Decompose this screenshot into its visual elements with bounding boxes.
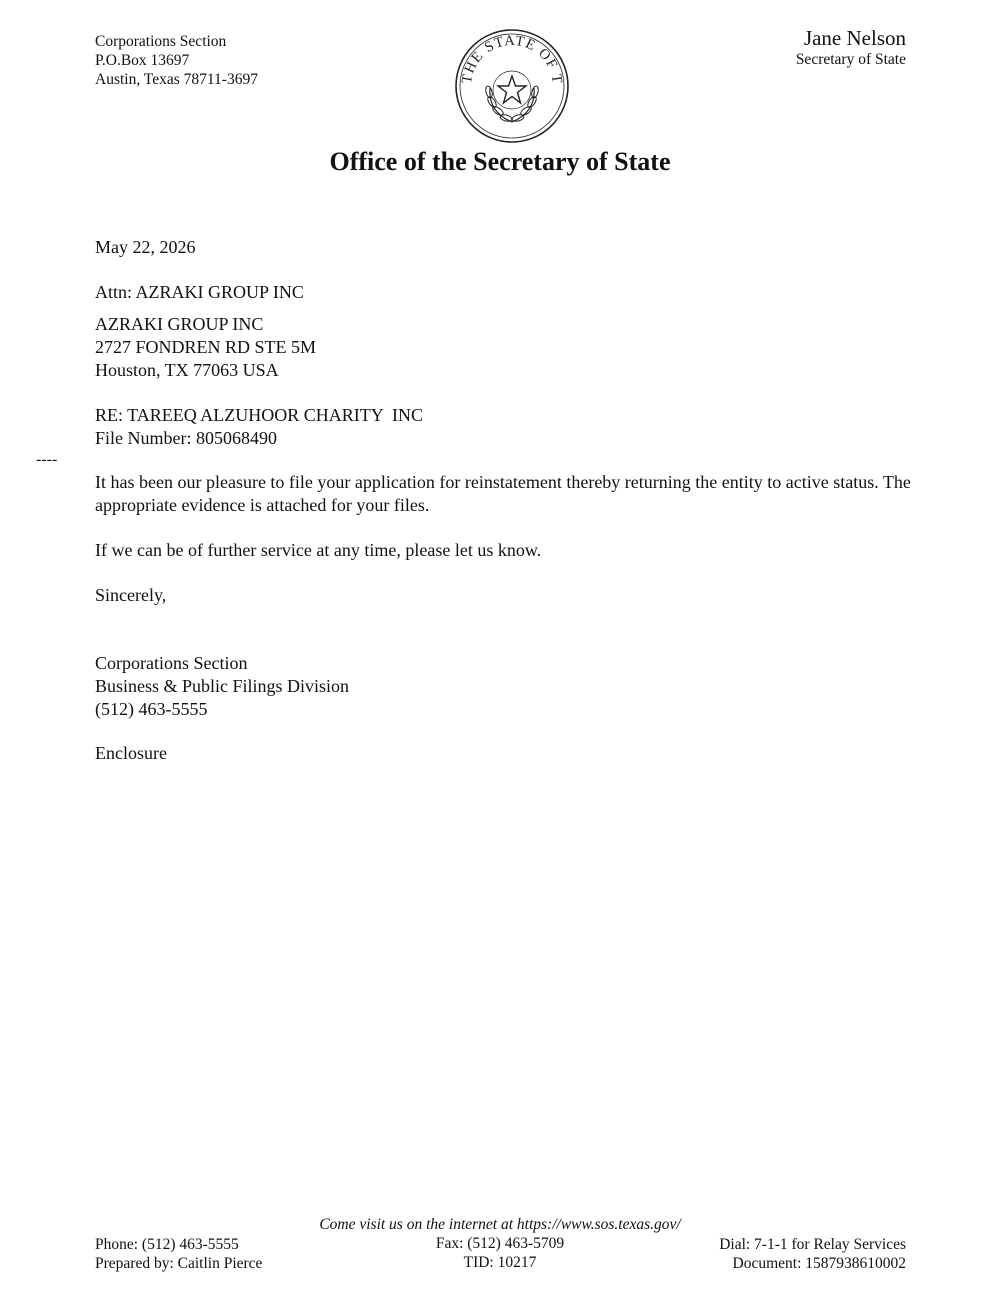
footer-fax: Fax: (512) 463-5709 <box>435 1235 565 1252</box>
signature-block <box>95 652 915 721</box>
header-city: Austin, Texas 78711-3697 <box>95 71 258 88</box>
signature-section: Corporations Section <box>95 653 248 673</box>
paragraph-2: If we can be of further service at any time, please let us know. <box>95 540 542 560</box>
letter-date: May 22, 2026 <box>95 237 196 257</box>
footer-left <box>95 1235 262 1273</box>
re-line: RE: TAREEQ ALZUHOOR CHARITY INC <box>95 405 424 425</box>
return-address <box>95 32 258 89</box>
header-po-box: P.O.Box 13697 <box>95 52 190 69</box>
official-name: Jane Nelson <box>803 26 906 50</box>
footer-relay: Dial: 7-1-1 for Relay Services <box>719 1236 906 1253</box>
margin-mark: ---- <box>36 451 58 468</box>
paragraph-1-text: It has been our pleasure to file your application for reinstatement thereby returning the entity to active status. The appropriate evidence is attached for your files. <box>95 472 911 515</box>
attn-line: Attn: AZRAKI GROUP INC <box>95 282 304 302</box>
footer-right <box>719 1235 906 1273</box>
footer-document: Document: 1587938610002 <box>732 1255 906 1272</box>
footer-prepared-by: Prepared by: Caitlin Pierce <box>95 1255 263 1272</box>
enclosure: Enclosure <box>95 743 167 763</box>
file-number: File Number: 805068490 <box>95 428 277 448</box>
office-title: Office of the Secretary of State <box>329 147 671 176</box>
reference-block <box>95 404 915 450</box>
texas-seal-icon <box>450 26 574 146</box>
header-section: Corporations Section <box>95 33 227 50</box>
official-block <box>796 26 906 70</box>
svg-text:THE STATE OF TEXAS: THE STATE OF T <box>458 32 566 86</box>
paragraph-1 <box>95 471 915 517</box>
footer-tid: TID: 10217 <box>463 1254 537 1271</box>
address-name: AZRAKI GROUP INC <box>95 314 264 334</box>
official-title: Secretary of State <box>795 51 906 68</box>
closing: Sincerely, <box>95 585 167 605</box>
address-street: 2727 FONDREN RD STE 5M <box>95 337 317 357</box>
address-city: Houston, TX 77063 USA <box>95 360 279 380</box>
footer-phone: Phone: (512) 463-5555 <box>95 1236 239 1253</box>
signature-division: Business & Public Filings Division <box>95 676 350 696</box>
footer-website: Come visit us on the internet at https://www.sos.texas.gov/ <box>319 1216 681 1233</box>
recipient-address <box>95 313 915 382</box>
signature-phone: (512) 463-5555 <box>95 699 208 719</box>
